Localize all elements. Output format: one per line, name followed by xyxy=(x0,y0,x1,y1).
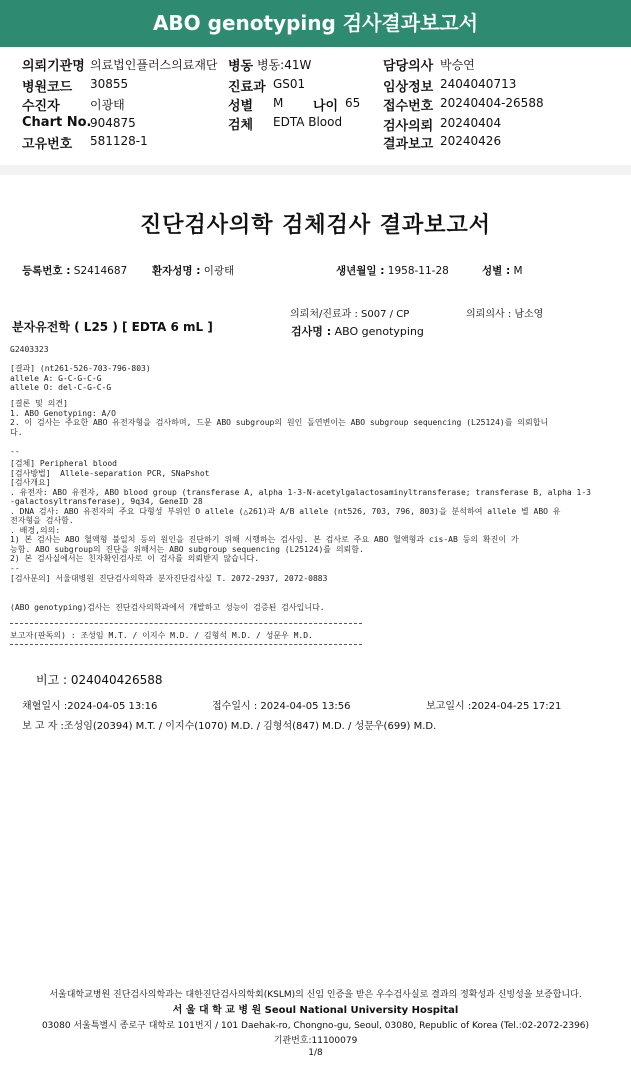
doc-sex-value: M xyxy=(513,265,523,277)
doctor-label: 담당의사 xyxy=(383,59,434,74)
physician-text: 의뢰의사 : 남소영 xyxy=(466,309,544,320)
name-field xyxy=(152,263,234,278)
developed-text: (ABO genotyping)검사는 진단검사의학과에서 개발하고 성능이 검증된 검사입니다. xyxy=(10,603,325,612)
reported-label: 보고일시 : xyxy=(426,701,472,712)
dept-label: 진료과 xyxy=(228,80,266,95)
age-value: 65 xyxy=(345,96,361,110)
memo-field xyxy=(36,671,163,688)
collected-field xyxy=(22,697,157,712)
address-text: 03080 서울특별시 종로구 대학로 101번지 / 101 Daehak-ro, Chongno-gu, Seoul, 03080, Republic of Korea (Tel.:02-2072-2396) xyxy=(41,1021,590,1031)
reporters-short: 보고자(판독의) : 조성임 M.T. / 이지수 M.D. / 김형석 M.D. / 성문우 M.D. xyxy=(10,631,313,640)
name-label: 환자성명 : xyxy=(152,265,201,277)
hospital-label: 의뢰기관명 xyxy=(22,59,85,74)
test-name xyxy=(291,323,424,339)
dob-field xyxy=(336,263,449,278)
test-label: 검사명 : xyxy=(291,325,332,338)
doc-sex-field xyxy=(482,263,523,278)
request-value: 20240404 xyxy=(440,116,502,130)
doc-sex-label: 성별 : xyxy=(482,265,511,277)
inquiry-text: [검사문의] 서울대병원 진단검사의학과 분자진단검사실 T. 2072-2937, 2072-0883 xyxy=(10,574,328,583)
section-divider xyxy=(0,165,631,175)
divider-bottom xyxy=(10,644,362,645)
clinical-label: 임상정보 xyxy=(383,80,434,95)
reporter-label: 보 고 자 : xyxy=(22,721,64,732)
page-number: 1/8 xyxy=(308,1048,323,1058)
reporter-value: 조성임(20394) M.T. / 이지수(1070) M.D. / 김형석(847) M.D. / 성문우(699) M.D. xyxy=(63,721,437,732)
dept-value: GS01 xyxy=(273,77,306,91)
conclusion-block: [결론 및 의견] 1. ABO Genotyping: A/O 2. 이 검사는 주요한 ABO 유전자형을 검사하며, 드문 ABO subgroup의 원인 돌연변이는 ABO subgroup sequencing (L25124)를 의뢰합니 다. -- xyxy=(10,399,549,456)
reporter-field xyxy=(22,717,436,732)
ward-value: 병동:41W xyxy=(257,58,312,72)
receipt-label: 접수번호 xyxy=(383,99,434,114)
patient-value: 이광태 xyxy=(90,98,125,112)
sex-value: M xyxy=(273,96,284,110)
reported-value: 2024-04-25 17:21 xyxy=(471,701,562,712)
report-label: 결과보고 xyxy=(383,137,434,152)
code-label: 병원코드 xyxy=(22,80,73,95)
divider-top xyxy=(10,623,362,624)
report-banner: ABO genotyping 검사결과보고서 xyxy=(0,0,631,47)
id-label: 고유번호 xyxy=(22,137,73,152)
patient-label: 수진자 xyxy=(22,99,60,114)
barcode-text: G2403323 xyxy=(10,345,49,354)
received-field xyxy=(212,697,351,712)
hospital-value: 의료법인플러스의료재단 xyxy=(90,58,218,72)
chart-value: 904875 xyxy=(90,116,136,130)
report-value: 20240426 xyxy=(440,134,502,148)
reg-field xyxy=(22,263,127,278)
test-value: ABO genotyping xyxy=(334,325,424,338)
ward-label: 병동 xyxy=(228,59,254,74)
method-block: [검체] Peripheral blood [검사방법] Allele-separation PCR, SNaPshot [검사개요] . 유전자: ABO 유전자, ABO blood group (transferase A, alpha 1-3-N-acetylgalactosaminyltransferase; transferase B, alpha 1-3 -galactosyltransferase), 9q34, GeneID 28 . DNA 검사: ABO 유전자의 주요 다형성 부위인 O allele (△261)과 A/B allele (nt526, 703, 796, 803)을 분석하여 allele 별 ABO 유 전자형을 검사함. . 배경,의의: 1) 본 검사는 ABO 혈액형 불일치 등의 원인을 진단하기 위해 시행하는 검사임. 본 검사로 주요 ABO 혈액형과 cis-AB 등의 확진이 가 능함. ABO subgroup의 진단을 위해서는 ABO subgroup sequencing (L25124)를 의뢰함. 2) 본 검사실에서는 친자확인검사로 이 검사를 의뢰받지 않습니다. -- xyxy=(10,459,591,573)
age-label: 나이 xyxy=(313,99,339,114)
cert-text: 서울대학교병원 진단검사의학과는 대한진단검사의학회(KSLM)의 신임 인증을 받은 우수검사실로 결과의 정확성과 신빙성을 보증합니다. xyxy=(49,990,582,1000)
collected-label: 채혈일시 : xyxy=(22,701,68,712)
receipt-value: 20240404-26588 xyxy=(440,96,544,110)
hospital-name: 서 울 대 학 교 병 원 Seoul National University Hospital xyxy=(172,1005,459,1016)
request-info-block xyxy=(0,47,631,165)
org-number: 기관번호:11100079 xyxy=(273,1036,358,1046)
name-value: 이광태 xyxy=(203,265,235,277)
document-title: 진단검사의학 검체검사 결과보고서 xyxy=(139,213,492,238)
dob-value: 1958-11-28 xyxy=(387,265,449,277)
memo-label: 비고 : xyxy=(36,673,68,687)
received-value: 2024-04-05 13:56 xyxy=(260,701,351,712)
sex-label: 성별 xyxy=(228,99,254,114)
doctor-value: 박승연 xyxy=(440,58,475,72)
reg-value: S2414687 xyxy=(73,265,128,277)
received-label: 접수일시 : xyxy=(212,701,258,712)
result-block: [결과] (nt261-526-703-796-803) allele A: G-C-G-C-G allele O: del-C-G-C-G xyxy=(10,364,151,392)
memo-value: 024040426588 xyxy=(70,673,163,687)
request-label: 검사의뢰 xyxy=(383,119,434,134)
id-value: 581128-1 xyxy=(90,134,148,148)
reg-label: 등록번호 : xyxy=(22,265,71,277)
section-title: 분자유전학 ( L25 ) [ EDTA 6 mL ] xyxy=(12,320,213,334)
collected-value: 2024-04-05 13:16 xyxy=(67,701,158,712)
dob-label: 생년월일 : xyxy=(336,265,385,277)
specimen-label: 검체 xyxy=(228,118,254,133)
chart-label: Chart No. xyxy=(22,115,92,130)
specimen-value: EDTA Blood xyxy=(273,115,343,129)
reported-field xyxy=(426,697,561,712)
clinical-value: 2404040713 xyxy=(440,77,517,91)
code-value: 30855 xyxy=(90,77,129,91)
dept-text: 의뢰처/진료과 : S007 / CP xyxy=(290,309,410,320)
report-document xyxy=(0,175,631,1072)
